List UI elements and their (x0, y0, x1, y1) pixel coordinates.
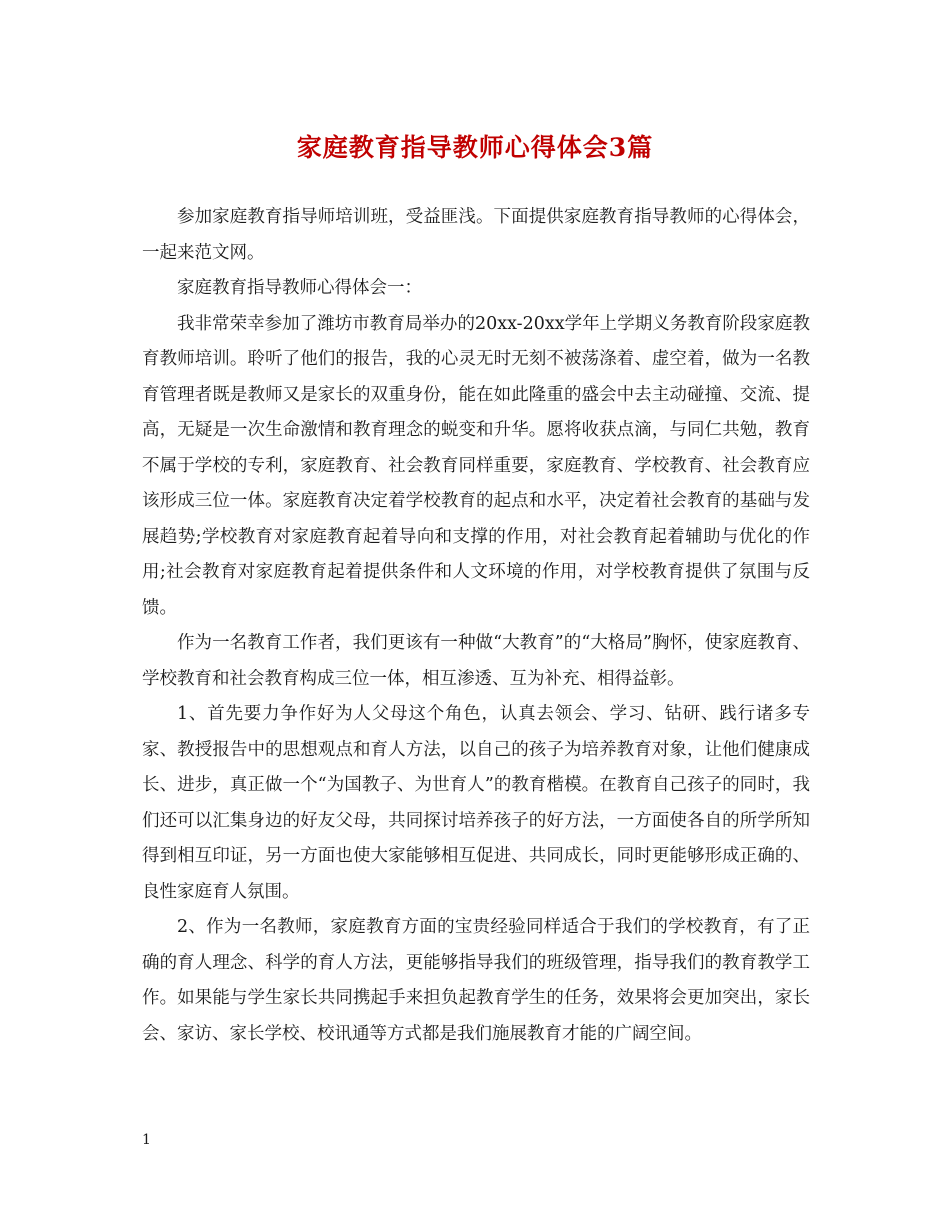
paragraph-section-heading: 家庭教育指导教师心得体会一： (177, 278, 422, 298)
paragraph-training-reflection: 我非常荣幸参加了潍坊市教育局举办的20xx-20xx学年上学期义务教育阶段家庭教育教师培训。聆听了他们的报告，我的心灵无时无刻不被荡涤着、虚空着，做为一名教育管理者既是教师又是家长的双重身份，能在如此隆重的盛会中去主动碰撞、交流、提高，无疑是一次生命激情和教育理念的蜕变和升华。愿将收获点滴，与同仁共勉，教育不属于学校的专利，家庭教育、社会教育同样重要，家庭教育、学校教育、社会教育应该形成三位一体。家庭教育决定着学校教育的起点和水平，决定着社会教育的基础与发展趋势;学校教育对家庭教育起着导向和支撑的作用，对社会教育起着辅助与优化的作用;社会教育对家庭教育起着提供条件和人文环境的作用，对学校教育提供了氛围与反馈。 (142, 313, 810, 618)
paragraph-point-1: 1、首先要力争作好为人父母这个角色，认真去领会、学习、钻研、践行诸多专家、教授报告中的思想观点和育人方法，以自己的孩子为培养教育对象，让他们健康成长、进步，真正做一个“为国教子、为世育人”的教育楷模。在教育自己孩子的同时，我们还可以汇集身边的好友父母，共同探讨培养孩子的好方法，一方面使各自的所学所知得到相互印证，另一方面也使大家能够相互促进、共同成长，同时更能够形成正确的、良性家庭育人氛围。 (142, 704, 810, 902)
paragraph-point-2: 2、作为一名教师，家庭教育方面的宝贵经验同样适合于我们的学校教育，有了正确的育人理念、科学的育人方法，更能够指导我们的班级管理，指导我们的教育教学工作。如果能与学生家长共同携起手来担负起教育学生的任务，效果将会更加突出，家长会、家访、家长学校、校讯通等方式都是我们施展教育才能的广阔空间。 (142, 917, 810, 1044)
paragraph-big-education: 作为一名教育工作者，我们更该有一种做“大教育”的“大格局”胸怀，使家庭教育、学校教育和社会教育构成三位一体，相互渗透、互为补充、相得益彰。 (142, 633, 810, 689)
document-title: 家庭教育指导教师心得体会3篇 (296, 133, 654, 162)
document-body (142, 200, 810, 1052)
page-number: 1 (142, 1132, 151, 1148)
paragraph-intro: 参加家庭教育指导师培训班，受益匪浅。下面提供家庭教育指导教师的心得体会，一起来范文网。 (142, 207, 810, 263)
